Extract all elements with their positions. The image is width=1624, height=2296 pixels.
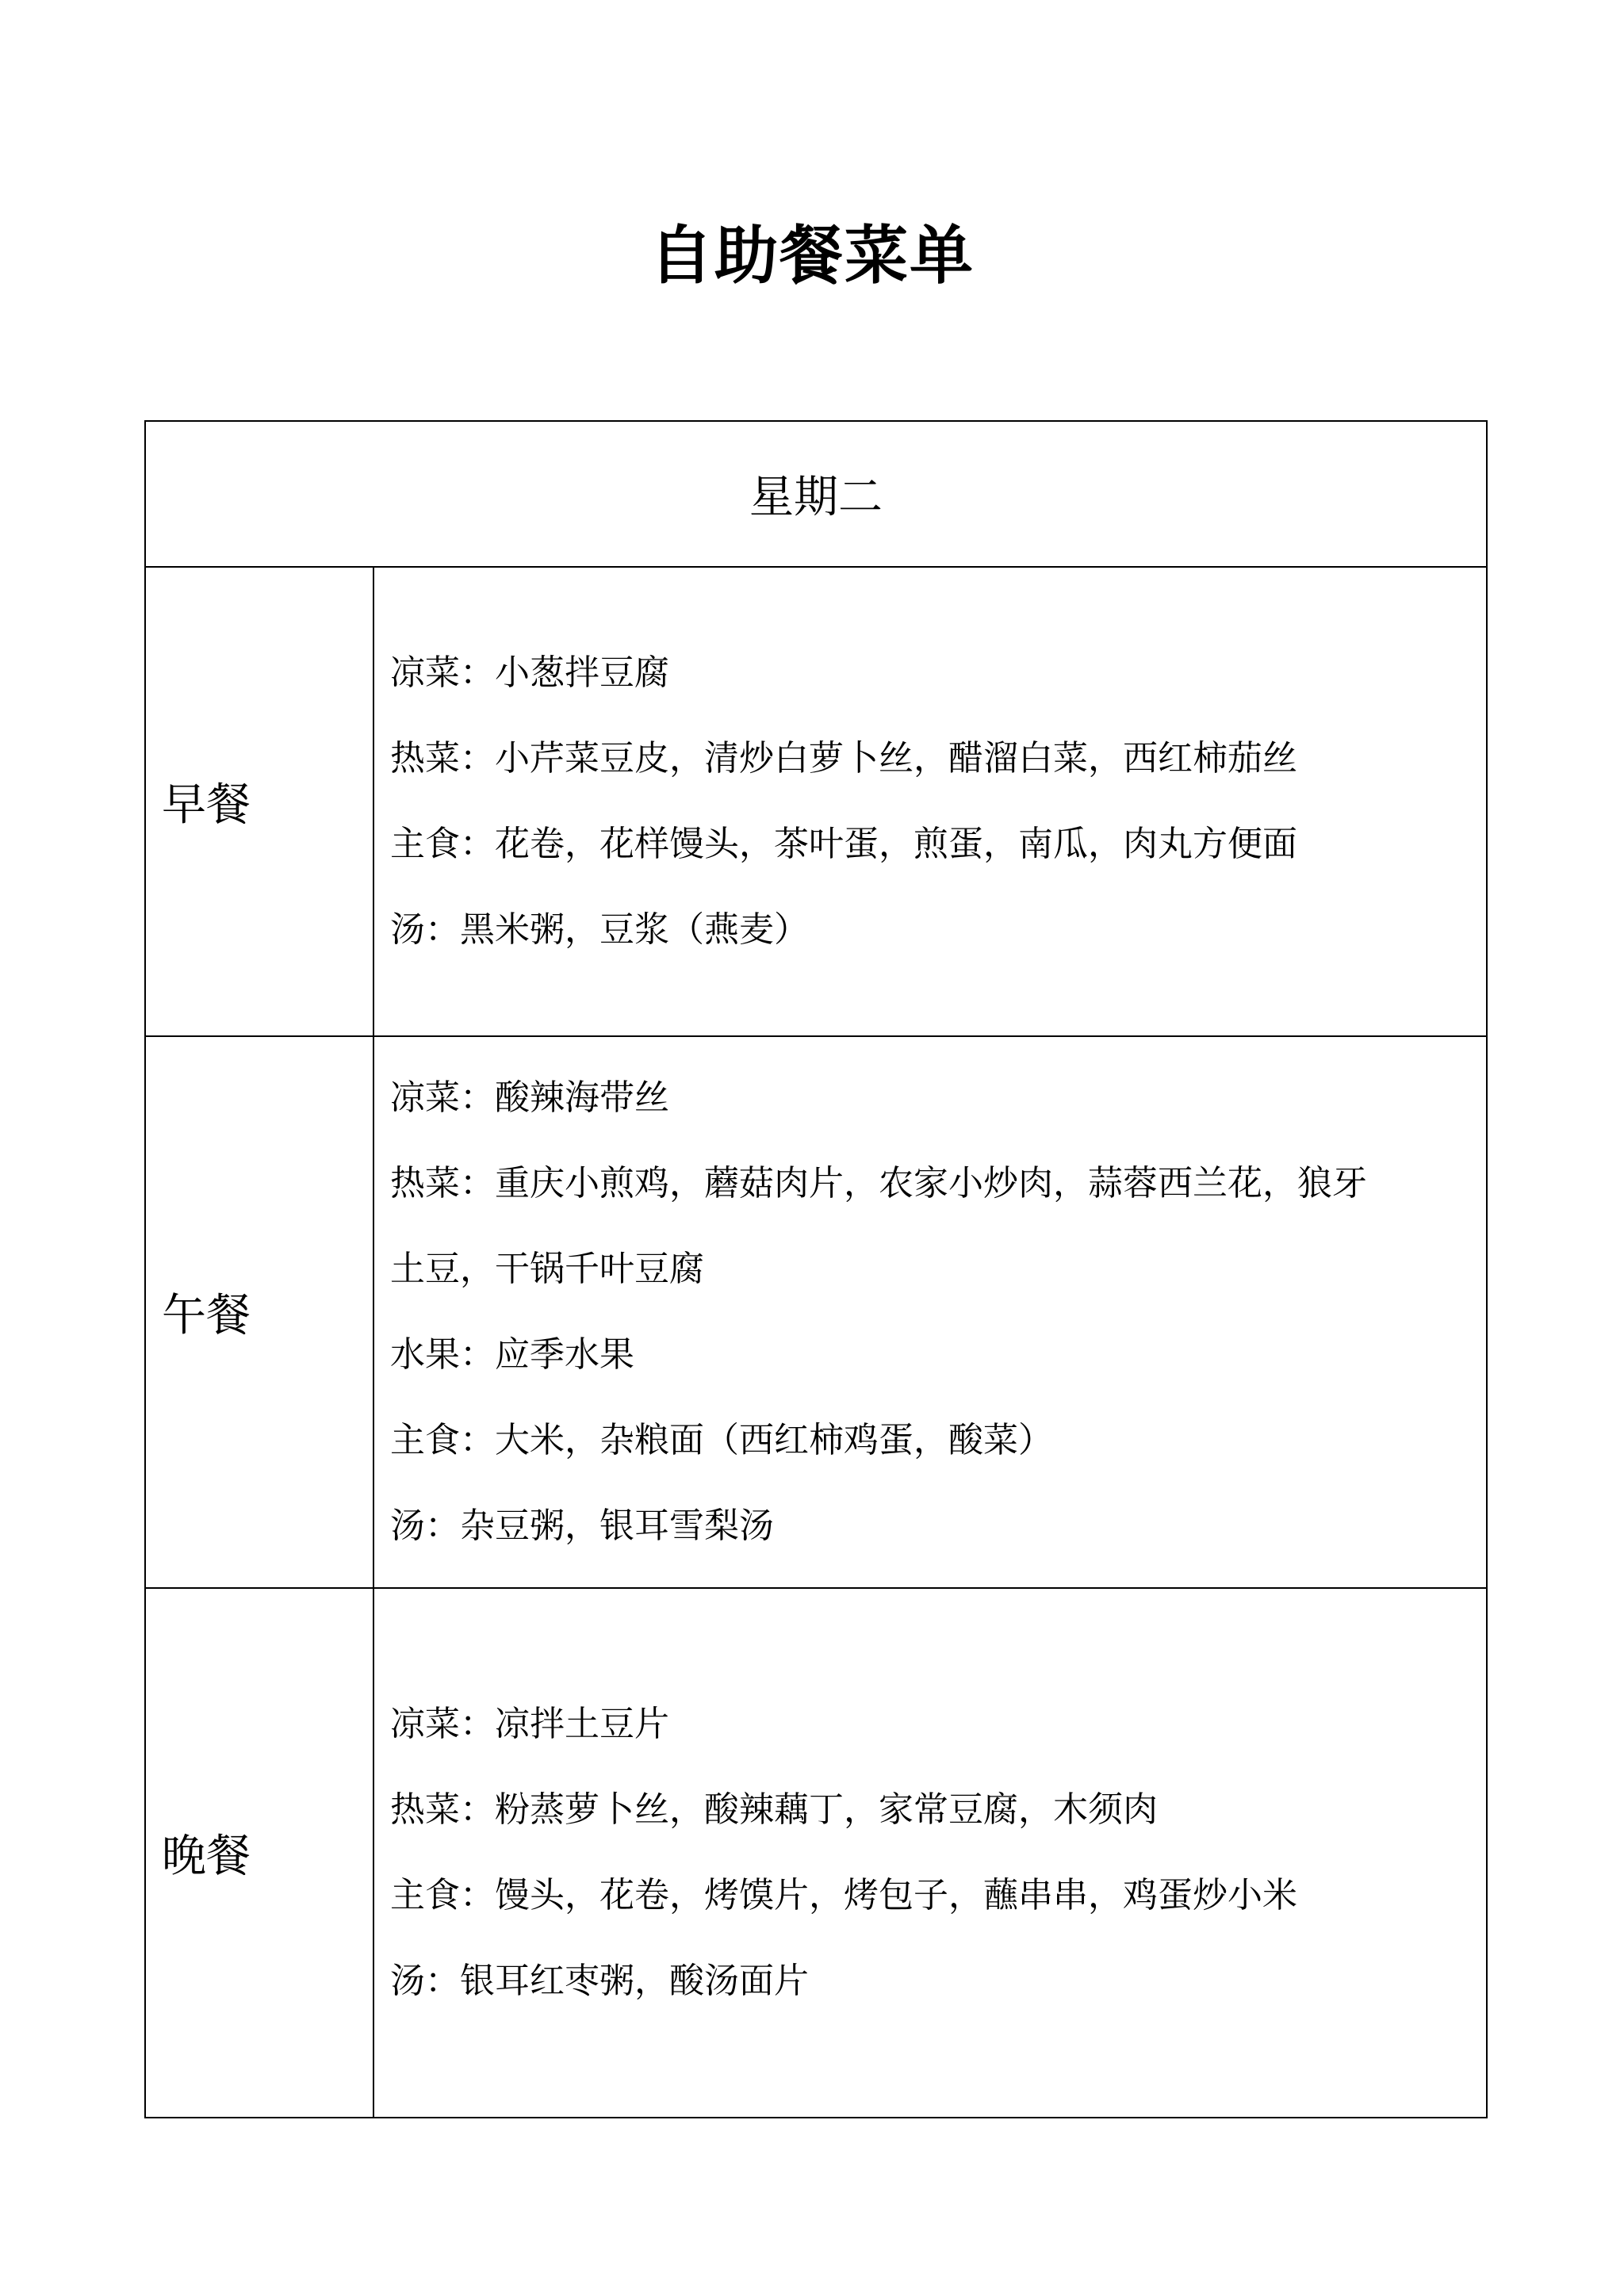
day-header: 星期二 <box>146 422 1486 568</box>
meal-items-dinner <box>374 1589 1486 2117</box>
menu-line: 主食：馒头，花卷，烤馍片，烤包子，蘸串串，鸡蛋炒小米 <box>390 1875 1297 1915</box>
menu-table <box>144 420 1488 2118</box>
meal-row-breakfast <box>146 568 1486 1037</box>
menu-line: 主食：花卷，花样馒头，茶叶蛋，煎蛋，南瓜，肉丸方便面 <box>390 824 1297 864</box>
menu-line: 汤：黑米粥，豆浆（燕麦） <box>390 909 809 950</box>
meal-items-breakfast <box>374 568 1486 1035</box>
menu-line: 凉菜：凉拌土豆片 <box>390 1704 669 1744</box>
menu-line: 汤：杂豆粥，银耳雪梨汤 <box>390 1506 774 1546</box>
menu-line: 热菜：小芹菜豆皮，清炒白萝卜丝，醋溜白菜，西红柿茄丝 <box>390 738 1297 779</box>
menu-line: 土豆，干锅千叶豆腐 <box>390 1249 704 1289</box>
menu-line: 汤：银耳红枣粥，酸汤面片 <box>390 1961 809 2001</box>
meal-row-lunch <box>146 1037 1486 1589</box>
menu-line: 热菜：重庆小煎鸡，蘑菇肉片，农家小炒肉，蒜蓉西兰花，狼牙 <box>390 1163 1367 1203</box>
meal-label-lunch: 午餐 <box>146 1037 374 1587</box>
menu-title: 自助餐菜单 <box>649 219 975 293</box>
meal-label-breakfast: 早餐 <box>146 568 374 1035</box>
menu-line: 凉菜：小葱拌豆腐 <box>390 652 669 693</box>
menu-line: 热菜：粉蒸萝卜丝，酸辣藕丁，家常豆腐，木须肉 <box>390 1789 1158 1830</box>
meal-items-lunch <box>374 1037 1486 1587</box>
meal-row-dinner <box>146 1589 1486 2117</box>
menu-line: 主食：大米，杂粮面（西红柿鸡蛋，酸菜） <box>390 1420 1053 1460</box>
menu-line: 水果：应季水果 <box>390 1334 634 1375</box>
meal-label-dinner: 晚餐 <box>146 1589 374 2117</box>
menu-line: 凉菜：酸辣海带丝 <box>390 1077 669 1118</box>
